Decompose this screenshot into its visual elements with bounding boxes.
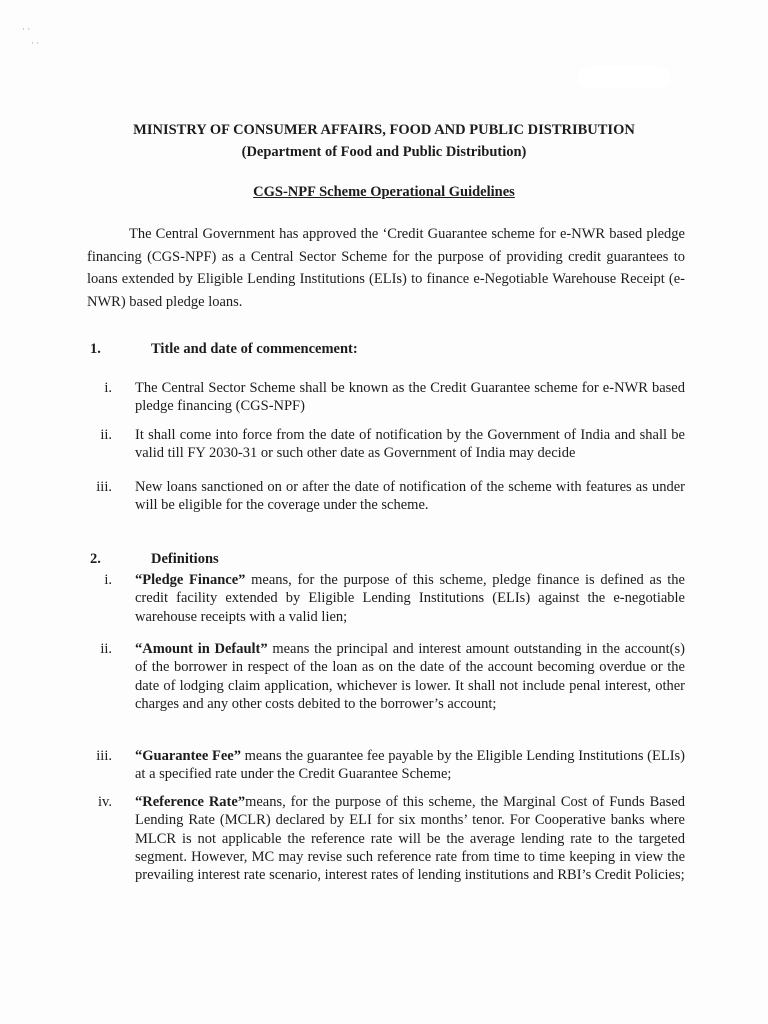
scan-smudge: [578, 66, 670, 88]
definition-text: means, for the purpose of this scheme, the Marginal Cost of Funds Based Lending Rate (MCLR) declared by ELI for six months’ tenor. For Cooperative banks where MLCR is not applicable the reference rate will be the average lending rate to the targeted segment. However, MC may revise such reference rate from time to time keeping in view the prevailing interest rate scenario, interest rates of lending institutions and RBI’s Credit Policies;: [135, 794, 686, 884]
item-text: [135, 571, 685, 626]
item-text: The Central Sector Scheme shall be known as the Credit Guarantee scheme for e-NWR based pledge financing (CGS-NPF): [135, 380, 685, 415]
item-numeral: iv.: [98, 794, 112, 810]
item-text: [135, 793, 685, 884]
defined-term: “Guarantee Fee”: [135, 748, 241, 764]
intro-paragraph: The Central Government has approved the ‘Credit Guarantee scheme for e-NWR based pledge financing (CGS-NPF) as a Central Sector Scheme for the purpose of providing credit guarantees to loans extended by Eligible Lending Institutions (ELIs) to finance e-Negotiable Warehouse Receipt (e-NWR) based pledge loans.: [87, 226, 685, 310]
item-text: [135, 640, 685, 713]
item-numeral: i.: [104, 380, 112, 396]
document-title: CGS-NPF Scheme Operational Guidelines: [253, 184, 515, 200]
section-title: Definitions: [151, 551, 219, 567]
item-numeral: ii.: [100, 641, 112, 657]
item-numeral: ii.: [100, 427, 112, 443]
defined-term: “Pledge Finance”: [135, 572, 246, 588]
definition-text: means the principal and interest amount outstanding in the account(s) of the borrower in respect of the loan as on the date of the account becoming overdue or the date of lodging claim application, whichever is lower. It shall not include penal interest, other charges and any other costs debited to the borrower’s account;: [135, 641, 685, 712]
defined-term: “Amount in Default”: [135, 641, 268, 657]
item-numeral: i.: [104, 572, 112, 588]
section-number: 2.: [90, 551, 101, 567]
item-text: It shall come into force from the date of notification by the Government of India and shall be valid till FY 2030-31 or such other date as Government of India may decide: [135, 427, 685, 462]
section-title: Title and date of commencement:: [151, 341, 358, 357]
ministry-heading: MINISTRY OF CONSUMER AFFAIRS, FOOD AND PUBLIC DISTRIBUTION: [133, 122, 635, 138]
department-heading: (Department of Food and Public Distribution): [241, 144, 527, 160]
item-text: [135, 747, 685, 784]
item-numeral: iii.: [96, 748, 112, 764]
item-numeral: iii.: [96, 479, 112, 495]
definition-text: means, for the purpose of this scheme, pledge finance is defined as the credit facility extended by Eligible Lending Institutions (ELIs) against the e-negotiable warehouse receipts with a valid lien;: [135, 572, 685, 625]
item-text: New loans sanctioned on or after the date of notification of the scheme with features as under will be eligible for the coverage under the scheme.: [135, 479, 685, 514]
scan-specks: · · · ·: [22, 24, 40, 48]
definition-text: means the guarantee fee payable by the Eligible Lending Institutions (ELIs) at a specified rate under the Credit Guarantee Scheme;: [135, 748, 685, 783]
defined-term: “Reference Rate”: [135, 794, 246, 810]
section-number: 1.: [90, 341, 101, 357]
